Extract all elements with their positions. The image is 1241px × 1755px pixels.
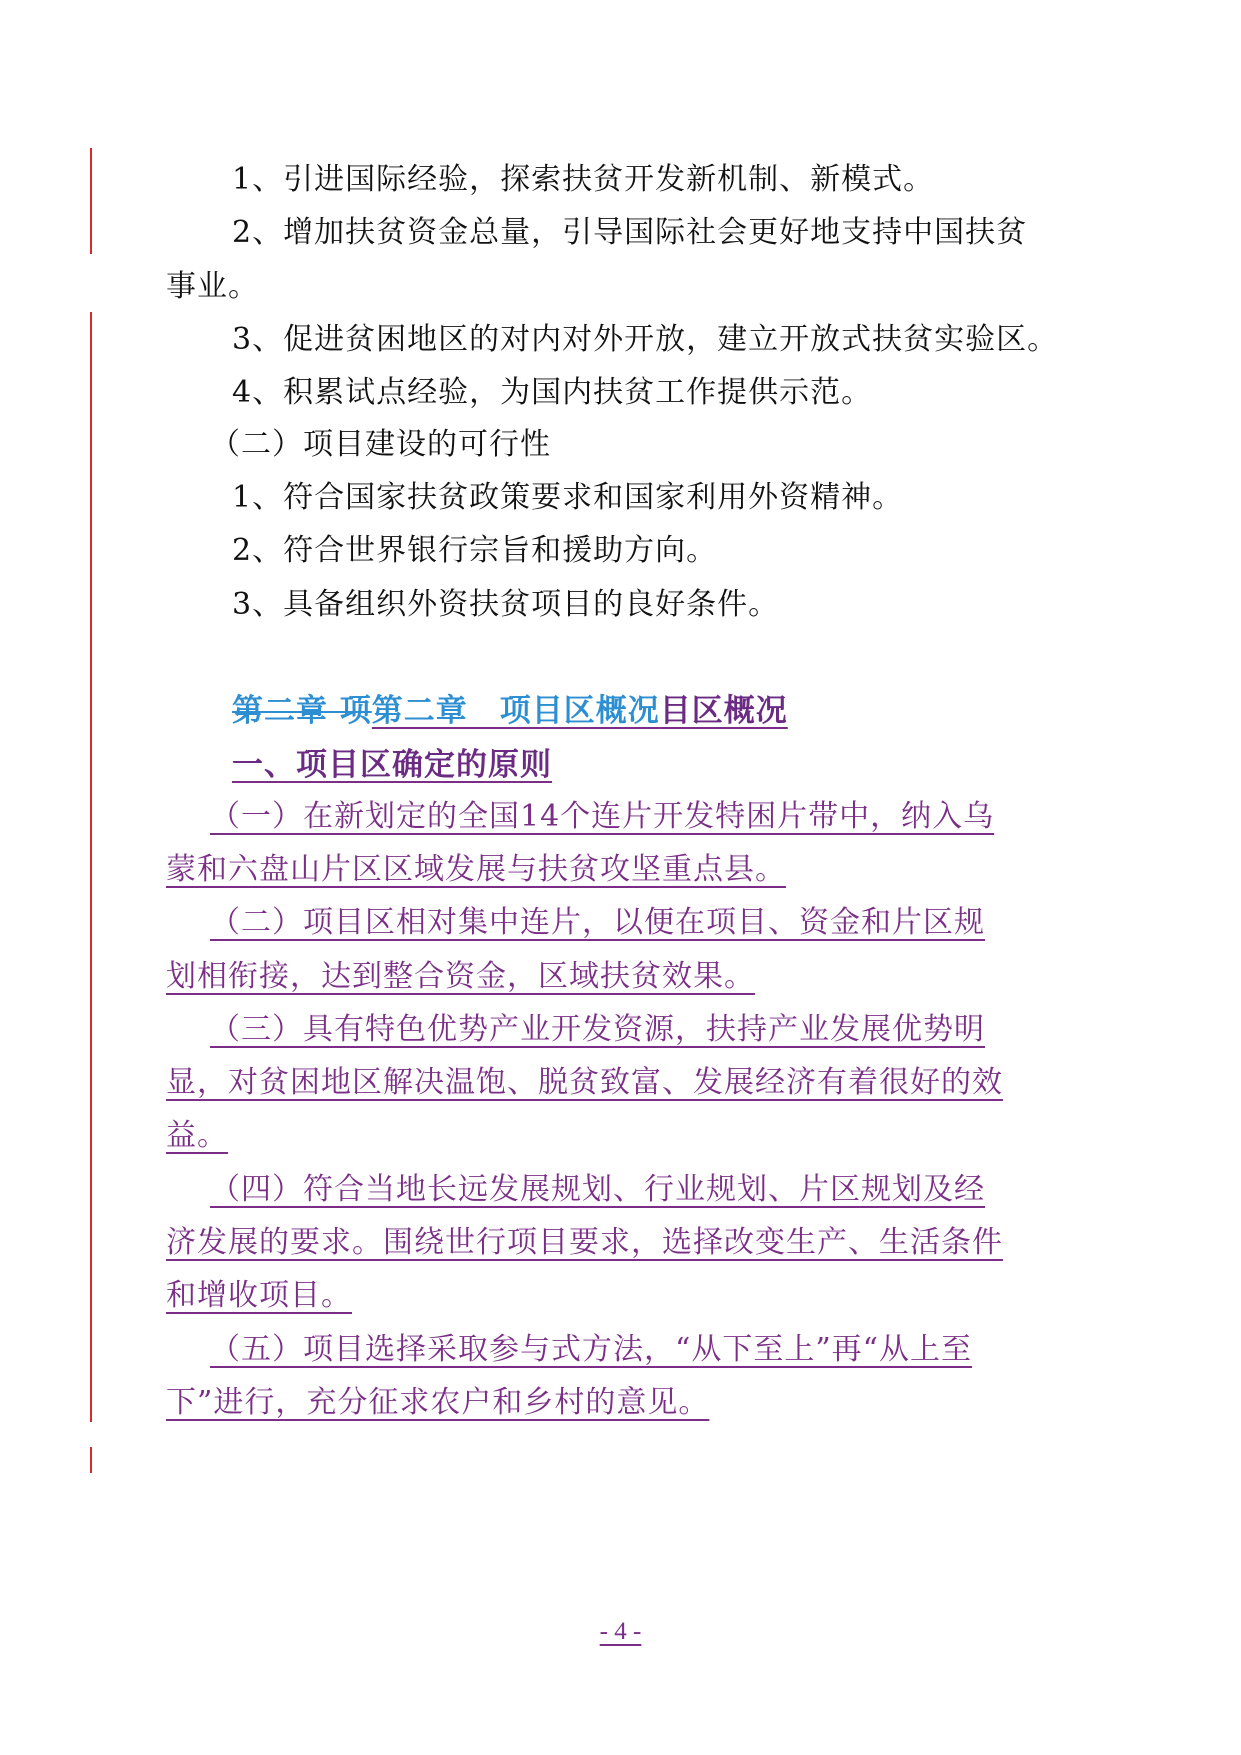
paragraph-line: 2、符合世界银行宗旨和援助方向。 bbox=[232, 533, 718, 568]
paragraph-line: 济发展的要求。围绕世行项目要求，选择改变生产、生活条件 bbox=[166, 1225, 1003, 1260]
paragraph-line: 2、增加扶贫资金总量，引导国际社会更好地支持中国扶贫 bbox=[232, 215, 1028, 250]
paragraph-line: 1、引进国际经验，探索扶贫开发新机制、新模式。 bbox=[232, 162, 935, 197]
paragraph-line: 显，对贫困地区解决温饱、脱贫致富、发展经济有着很好的效 bbox=[166, 1065, 1003, 1100]
paragraph-line: 3、具备组织外资扶贫项目的良好条件。 bbox=[232, 587, 780, 622]
paragraph-line: 1、符合国家扶贫政策要求和国家利用外资精神。 bbox=[232, 480, 904, 515]
paragraph-line: 下”进行，充分征求农户和乡村的意见。 bbox=[166, 1385, 710, 1420]
paragraph-line: 蒙和六盘山片区区域发展与扶贫攻坚重点县。 bbox=[166, 852, 786, 887]
section-subheading: 一、项目区确定的原则 bbox=[232, 747, 552, 783]
change-bar bbox=[90, 148, 92, 254]
paragraph-line: 益。 bbox=[166, 1118, 228, 1153]
change-bar bbox=[90, 312, 92, 1422]
paragraph-line: （一）在新划定的全国14个连片开发特困片带中，纳入乌 bbox=[210, 799, 995, 834]
paragraph-line: 事业。 bbox=[166, 269, 259, 304]
paragraph-line: （二）项目区相对集中连片，以便在项目、资金和片区规 bbox=[210, 905, 985, 940]
chapter-heading-deleted: 第二章 项 bbox=[232, 693, 372, 729]
page-number: - 4 - bbox=[599, 1618, 642, 1645]
chapter-heading-tail: 目区概况 bbox=[659, 693, 788, 729]
paragraph-line: 划相衔接，达到整合资金，区域扶贫效果。 bbox=[166, 959, 755, 994]
paragraph-line: （三）具有特色优势产业开发资源，扶持产业发展优势明 bbox=[210, 1012, 985, 1047]
chapter-heading bbox=[232, 691, 788, 731]
paragraph-line: （四）符合当地长远发展规划、行业规划、片区规划及经 bbox=[210, 1172, 985, 1207]
section-heading: （二）项目建设的可行性 bbox=[210, 427, 551, 462]
chapter-heading-inserted: 第二章 项目区概况 bbox=[371, 693, 660, 729]
change-bar bbox=[90, 1447, 92, 1473]
paragraph-line: 4、积累试点经验，为国内扶贫工作提供示范。 bbox=[232, 375, 873, 410]
paragraph-line: （五）项目选择采取参与式方法，“从下至上”再“从上至 bbox=[210, 1332, 973, 1367]
paragraph-line: 和增收项目。 bbox=[166, 1278, 352, 1313]
paragraph-line: 3、促进贫困地区的对内对外开放，建立开放式扶贫实验区。 bbox=[232, 322, 1059, 357]
